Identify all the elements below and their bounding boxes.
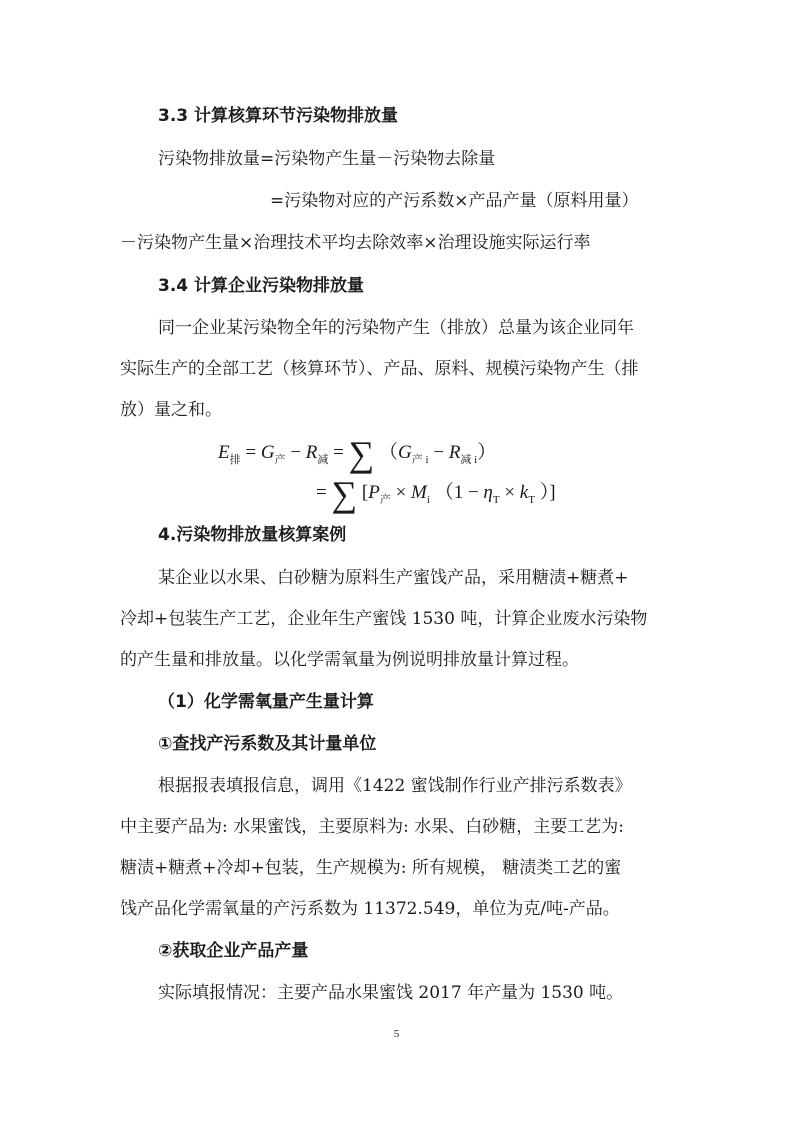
formula-line-2: =污染物对应的产污系数×产品产量（原料用量） bbox=[270, 191, 639, 211]
section-4-para-line-1: 某企业以水果、白砂糖为原料生产蜜饯产品，采用糖渍+糖煮+ bbox=[158, 568, 629, 588]
formula-line-1: 污染物排放量=污染物产生量－污染物去除量 bbox=[158, 149, 496, 169]
section-4-para-line-2: 冷却+包装生产工艺，企业年生产蜜饯 1530 吨，计算企业废水污染物 bbox=[120, 609, 648, 629]
equation-line-1: $E_排 = G_产 - R_减$ = ∑ $(G_{产 i} - R_{减 i})$ bbox=[218, 434, 497, 474]
subsection-1-heading: （1）化学需氧量产生量计算 bbox=[158, 692, 374, 712]
section-3-4-para-line-2: 实际生产的全部工艺（核算环节）、产品、原料、规模污染物产生（排 bbox=[120, 359, 639, 379]
step-1-heading: ①查找产污系数及其计量单位 bbox=[158, 734, 377, 754]
step-1-para-line-1: 根据报表填报信息，调用《1422 蜜饯制作行业产排污系数表》 bbox=[158, 776, 632, 796]
equation-line-2: = ∑ [$P_产 \times M_i$ （$1 - \eta_T \times k_T$ ）] bbox=[316, 474, 556, 514]
step-1-para-line-3: 糖渍+糖煮+冷却+包装，生产规模为: 所有规模， 糖渍类工艺的蜜 bbox=[120, 858, 622, 878]
step-2-heading: ②获取企业产品产量 bbox=[158, 941, 309, 961]
section-3-4-para-line-1: 同一企业某污染物全年的污染物产生（排放）总量为该企业同年 bbox=[158, 318, 634, 338]
step-1-para-line-2: 中主要产品为: 水果蜜饯，主要原料为: 水果、白砂糖，主要工艺为: bbox=[120, 817, 624, 837]
section-3-3-heading: 3.3 计算核算环节污染物排放量 bbox=[158, 106, 399, 126]
section-3-4-heading: 3.4 计算企业污染物排放量 bbox=[158, 276, 365, 296]
step-2-para-line-1: 实际填报情况：主要产品水果蜜饯 2017 年产量为 1530 吨。 bbox=[158, 983, 624, 1003]
section-4-heading: 4.污染物排放量核算案例 bbox=[158, 525, 347, 545]
section-3-4-para-line-3: 放）量之和。 bbox=[120, 400, 222, 420]
section-4-para-line-3: 的产生量和排放量。以化学需氧量为例说明排放量计算过程。 bbox=[120, 650, 579, 670]
formula-line-3: －污染物产生量×治理技术平均去除效率×治理设施实际运行率 bbox=[120, 233, 591, 253]
page-number: 5 bbox=[393, 1028, 400, 1040]
step-1-para-line-4: 饯产品化学需氧量的产污系数为 11372.549，单位为克/吨-产品。 bbox=[120, 899, 620, 919]
